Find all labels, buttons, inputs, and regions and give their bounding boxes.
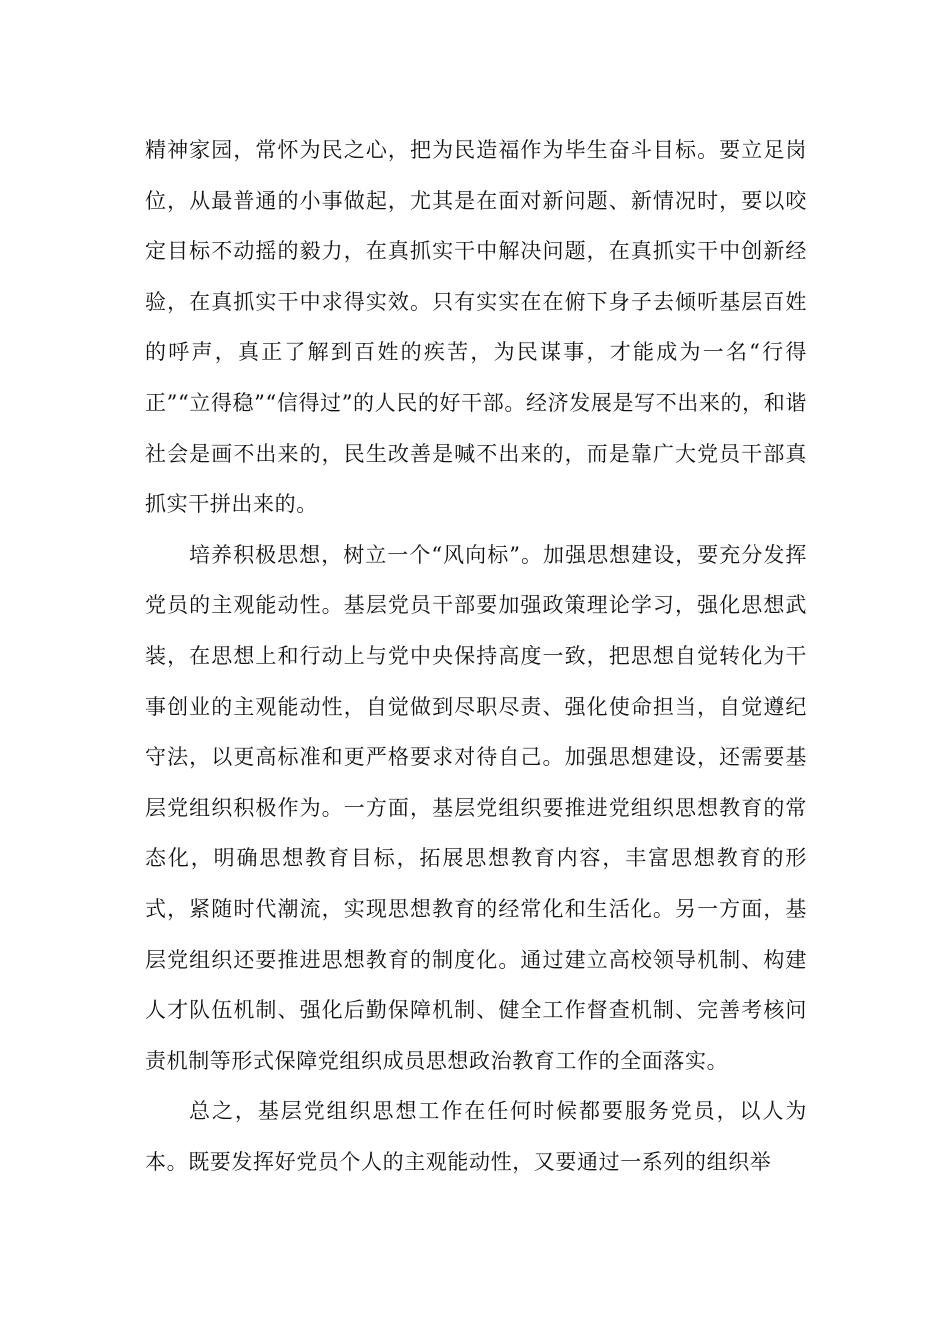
paragraph-3: 总之，基层党组织思想工作在任何时候都要服务党员，以人为本。既要发挥好党员个人的主观能动性，又要通过一系列的组织举 [145, 1099, 807, 1174]
paragraph-1: 精神家园，常怀为民之心，把为民造福作为毕生奋斗目标。要立足岗位，从最普通的小事做起，尤其是在面对新问题、新情况时，要以咬定目标不动摇的毅力，在真抓实干中解决问题，在真抓实干中创新经验，在真抓实干中求得实效。只有实实在在俯下身子去倾听基层百姓的呼声，真正了解到百姓的疾苦，为民谋事，才能成为一名“行得正”“立得稳”“信得过”的人民的好干部。经济发展是写不出来的，和谐社会是画不出来的，民生改善是喊不出来的，而是靠广大党员干部真抓实干拼出来的。 [145, 138, 807, 517]
paragraph-2: 培养积极思想，树立一个“风向标”。加强思想建设，要充分发挥党员的主观能动性。基层党员干部要加强政策理论学习，强化思想武装，在思想上和行动上与党中央保持高度一致，把思想自觉转化为干事创业的主观能动性，自觉做到尽职尽责、强化使命担当，自觉遵纪守法，以更高标准和更严格要求对待自己。加强思想建设，还需要基层党组织积极作为。一方面，基层党组织要推进党组织思想教育的常态化，明确思想教育目标，拓展思想教育内容，丰富思想教育的形式，紧随时代潮流，实现思想教育的经常化和生活化。另一方面，基层党组织还要推进思想教育的制度化。通过建立高校领导机制、构建人才队伍机制、强化后勤保障机制、健全工作督查机制、完善考核问责机制等形式保障党组织成员思想政治教育工作的全面落实。 [145, 542, 807, 1073]
document-body [145, 125, 807, 1187]
